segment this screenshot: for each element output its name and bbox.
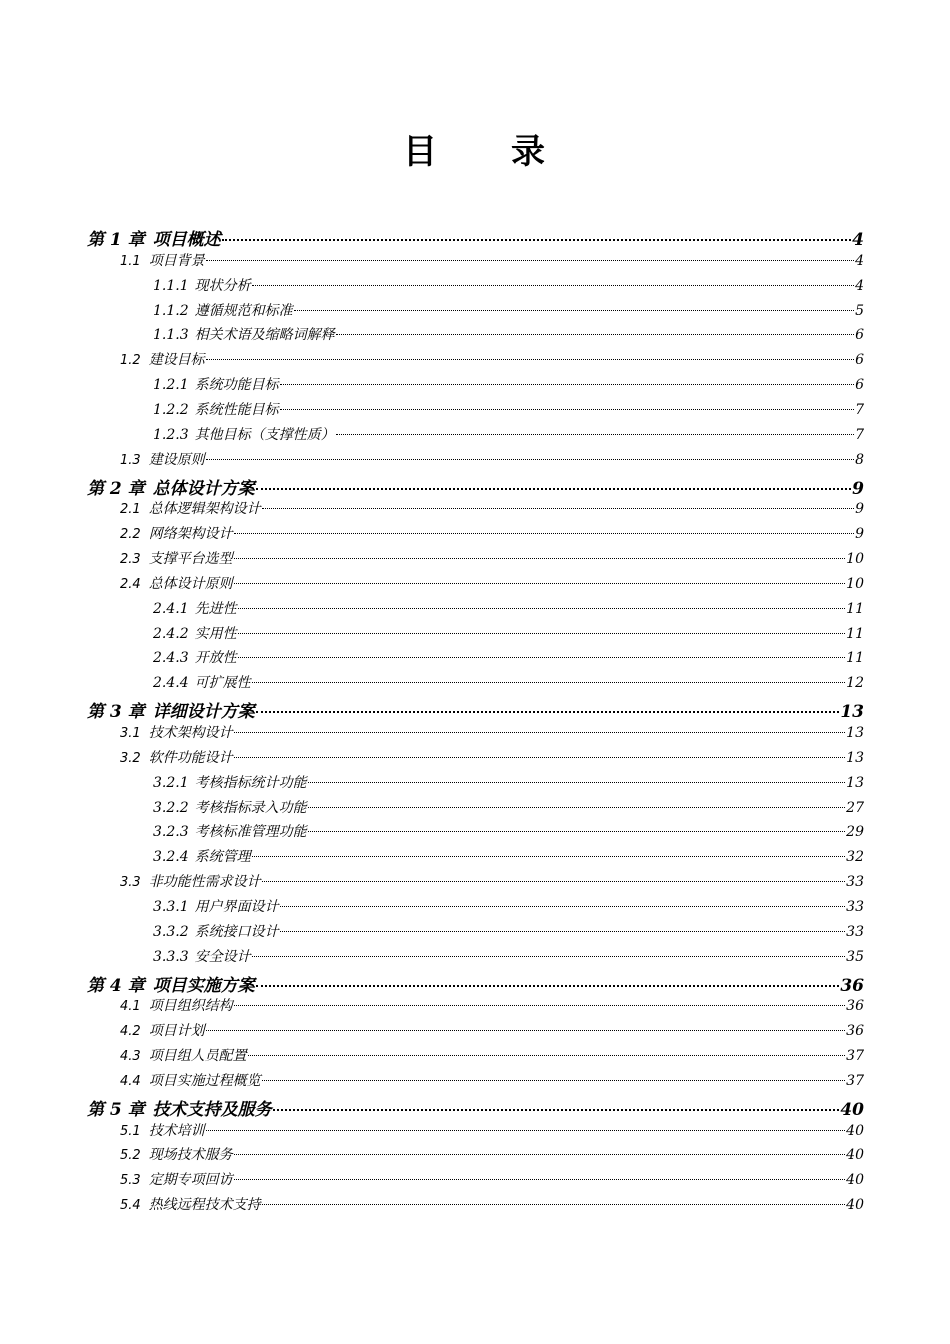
toc-entry[interactable] — [153, 598, 864, 620]
toc-entry-title: 支撑平台选型 — [148, 551, 233, 568]
dot-leader — [273, 1109, 840, 1111]
toc-entry-label — [153, 772, 307, 792]
toc-entry[interactable] — [120, 1194, 864, 1216]
toc-entry-page-number: 12 — [846, 675, 864, 692]
toc-entry-title: 总体逻辑架构设计 — [148, 501, 261, 518]
toc-entry-page-number: 9 — [855, 526, 864, 543]
toc-entry-number: 1.1 — [120, 253, 141, 269]
toc-entry-page-number: 6 — [855, 377, 864, 394]
toc-entry-title: 现场技术服务 — [148, 1147, 233, 1164]
toc-entry-title: 先进性 — [194, 600, 237, 617]
toc-entry-label — [153, 797, 307, 817]
toc-entry-number: 5.2 — [120, 1148, 141, 1164]
toc-entry-page-number: 40 — [846, 1147, 864, 1164]
toc-entry-title: 相关术语及缩略词解释 — [194, 327, 335, 344]
toc-entry-title: 项目实施方案 — [152, 975, 255, 996]
toc-entry[interactable] — [87, 225, 864, 249]
toc-entry-number: 2.1 — [120, 502, 141, 518]
toc-entry[interactable] — [120, 1045, 864, 1067]
toc-entry[interactable] — [153, 374, 864, 396]
toc-entry-page-number: 40 — [846, 1122, 864, 1139]
toc-entry-number: 2.4.4 — [153, 675, 189, 692]
dot-leader — [222, 239, 851, 241]
dot-leader — [280, 409, 854, 410]
toc-entry-page-number: 10 — [846, 551, 864, 568]
toc-entry-number: 2.4.1 — [153, 600, 189, 617]
toc-entry-title: 系统性能目标 — [194, 401, 279, 418]
toc-entry-number: 1.2 — [120, 353, 141, 369]
dot-leader — [252, 285, 854, 286]
toc-entry-page-number: 37 — [846, 1048, 864, 1065]
toc-entry-number: 2.4.2 — [153, 625, 189, 642]
dot-leader — [280, 384, 854, 385]
toc-entry-number: 1.3 — [120, 452, 141, 468]
toc-entry-page-number: 27 — [846, 799, 864, 816]
toc-entry[interactable] — [153, 921, 864, 943]
toc-entry-label — [153, 374, 279, 394]
toc-entry-label — [120, 1070, 261, 1090]
toc-entry-page-number: 6 — [855, 327, 864, 344]
toc-entry-title: 可扩展性 — [194, 675, 251, 692]
dot-leader — [308, 807, 846, 808]
toc-entry-title: 非功能性需求设计 — [148, 874, 261, 891]
dot-leader — [206, 1130, 845, 1131]
toc-entry-number: 3.2.3 — [153, 824, 189, 841]
toc-entry[interactable] — [120, 871, 864, 893]
toc-entry-title: 建设原则 — [148, 451, 205, 468]
toc-entry[interactable] — [153, 399, 864, 421]
toc-entry[interactable] — [120, 573, 864, 595]
toc-entry-label — [153, 424, 335, 444]
toc-entry-number: 3.3.1 — [153, 898, 189, 915]
toc-entry-title: 定期专项回访 — [148, 1172, 233, 1189]
toc-entry-title: 详细设计方案 — [152, 702, 255, 723]
toc-entry-number: 1.1.1 — [153, 277, 189, 294]
dot-leader — [234, 1154, 845, 1155]
dot-leader — [234, 757, 845, 758]
toc-entry-label — [120, 548, 233, 568]
dot-leader — [248, 1055, 845, 1056]
toc-entry-number: 5.4 — [120, 1198, 141, 1214]
toc-entry[interactable] — [153, 772, 864, 794]
toc-entry-label — [153, 946, 251, 966]
toc-entry-page-number: 13 — [846, 774, 864, 791]
toc-entry[interactable] — [153, 821, 864, 843]
toc-entry-number: 3.2 — [120, 750, 141, 766]
toc-entry-label — [153, 275, 251, 295]
dot-leader — [238, 633, 846, 634]
toc-entry-title: 技术支持及服务 — [152, 1099, 272, 1120]
dot-leader — [336, 334, 854, 335]
toc-entry-label — [153, 647, 237, 667]
toc-entry-page-number: 8 — [855, 451, 864, 468]
dot-leader — [262, 508, 854, 509]
toc-entry-title: 其他目标（支撑性质） — [194, 426, 335, 443]
toc-entry-label — [120, 1120, 205, 1140]
toc-entry-page-number: 6 — [855, 352, 864, 369]
toc-entry-title: 实用性 — [194, 625, 237, 642]
toc-entry[interactable] — [87, 697, 864, 721]
toc-entry-page-number: 35 — [846, 948, 864, 965]
toc-entry-page-number: 7 — [855, 426, 864, 443]
toc-entry[interactable] — [87, 1095, 864, 1119]
toc-entry-number: 第 5 章 — [87, 1099, 145, 1120]
toc-entry-page-number: 36 — [846, 998, 864, 1015]
toc-entry-label — [120, 1144, 233, 1164]
dot-leader — [336, 434, 854, 435]
toc-entry-label — [153, 399, 279, 419]
toc-entry-page-number: 32 — [846, 849, 864, 866]
toc-entry-number: 3.3 — [120, 875, 141, 891]
toc-entry-label — [120, 250, 205, 270]
toc-entry[interactable] — [153, 647, 864, 669]
toc-entry-number: 1.1.2 — [153, 302, 189, 319]
toc-entry-page-number: 4 — [852, 230, 864, 250]
toc-entry[interactable] — [120, 1169, 864, 1191]
toc-entry-title: 考核标准管理功能 — [194, 824, 307, 841]
dot-leader — [234, 1179, 845, 1180]
toc-entry-number: 2.4.3 — [153, 650, 189, 667]
toc-entry-page-number: 36 — [840, 975, 864, 996]
toc-entry-number: 第 2 章 — [87, 478, 145, 499]
dot-leader — [262, 1080, 845, 1081]
toc-entry-number: 3.2.1 — [153, 774, 189, 791]
dot-leader — [262, 1204, 845, 1205]
toc-entry-label — [120, 1194, 261, 1214]
dot-leader — [280, 931, 846, 932]
toc-entry[interactable] — [120, 548, 864, 570]
toc-entry-title: 用户界面设计 — [194, 898, 279, 915]
dot-leader — [238, 608, 846, 609]
toc-entry-number: 3.3.3 — [153, 948, 189, 965]
toc-entry[interactable] — [120, 498, 864, 520]
toc-entry-label — [120, 722, 233, 742]
toc-entry-label — [120, 349, 205, 369]
toc-entry-page-number: 13 — [840, 702, 864, 723]
toc-entry-title: 系统接口设计 — [194, 923, 279, 940]
toc-entry-title: 系统功能目标 — [194, 377, 279, 394]
toc-entry[interactable] — [153, 623, 864, 645]
toc-entry[interactable] — [120, 349, 864, 371]
dot-leader — [308, 782, 846, 783]
toc-entry-title: 项目组织结构 — [148, 998, 233, 1015]
toc-entry-label — [87, 971, 255, 996]
toc-entry-number: 5.3 — [120, 1173, 141, 1189]
dot-leader — [280, 906, 846, 907]
toc-entry-label — [120, 1020, 205, 1040]
toc-entry[interactable] — [120, 722, 864, 744]
toc-entry-page-number: 40 — [846, 1197, 864, 1214]
toc-entry-label — [153, 921, 279, 941]
dot-leader — [234, 1005, 845, 1006]
dot-leader — [262, 881, 845, 882]
toc-entry-title: 建设目标 — [148, 352, 205, 369]
dot-leader — [238, 657, 846, 658]
toc-entry[interactable] — [120, 250, 864, 272]
toc-entry-label — [153, 672, 251, 692]
toc-entry[interactable] — [153, 896, 864, 918]
toc-entry[interactable] — [153, 946, 864, 968]
toc-entry[interactable] — [120, 1020, 864, 1042]
toc-entry-title: 总体设计方案 — [152, 478, 255, 499]
toc-entry-page-number: 33 — [846, 874, 864, 891]
toc-entry-label — [87, 474, 255, 499]
dot-leader — [256, 985, 840, 987]
toc-entry-number: 第 4 章 — [87, 975, 145, 996]
toc-entry-label — [153, 846, 251, 866]
toc-entry[interactable] — [153, 672, 864, 694]
toc-entry-page-number: 4 — [855, 252, 864, 269]
toc-entry-page-number: 37 — [846, 1072, 864, 1089]
toc-entry-title: 项目概述 — [152, 230, 221, 250]
dot-leader — [252, 956, 846, 957]
toc-entry-label — [120, 1169, 233, 1189]
toc-entry-title: 开放性 — [194, 650, 237, 667]
toc-entry-page-number: 7 — [855, 401, 864, 418]
toc-entry-label — [153, 598, 237, 618]
toc-entry[interactable] — [153, 275, 864, 297]
dot-leader — [206, 359, 854, 360]
toc-entry-number: 2.3 — [120, 552, 141, 568]
toc-entry-page-number: 10 — [846, 575, 864, 592]
toc-entry-title: 技术培训 — [148, 1122, 205, 1139]
toc-entry-number: 3.3.2 — [153, 923, 189, 940]
toc-entry-number: 2.4 — [120, 576, 141, 592]
page-title: 目 录 — [403, 132, 547, 172]
toc-entry[interactable] — [120, 449, 864, 471]
toc-entry[interactable] — [120, 995, 864, 1017]
toc-entry-label — [87, 697, 255, 722]
toc-entry-title: 热线远程技术支持 — [148, 1197, 261, 1214]
toc-entry-number: 4.2 — [120, 1024, 141, 1040]
toc-entry-label — [87, 225, 221, 250]
toc-entry-number: 1.2.1 — [153, 377, 189, 394]
toc-entry-title: 技术架构设计 — [148, 725, 233, 741]
toc-entry-page-number: 11 — [846, 625, 864, 642]
toc-entry[interactable] — [120, 1070, 864, 1092]
toc-entry-page-number: 33 — [846, 923, 864, 940]
toc-entry-number: 4.4 — [120, 1073, 141, 1089]
toc-entry-label — [120, 995, 233, 1015]
dot-leader — [234, 583, 845, 584]
toc-entry[interactable] — [87, 971, 864, 995]
toc-entry-title: 考核指标统计功能 — [194, 774, 307, 791]
toc-entry-title: 总体设计原则 — [148, 575, 233, 592]
toc-entry-title: 项目实施过程概览 — [148, 1072, 261, 1089]
dot-leader — [234, 533, 854, 534]
toc-entry-number: 3.2.2 — [153, 799, 189, 816]
toc-entry-page-number: 13 — [846, 749, 864, 766]
toc-entry[interactable] — [153, 300, 864, 322]
toc-entry-number: 4.3 — [120, 1049, 141, 1065]
toc-entry-page-number: 33 — [846, 898, 864, 915]
dot-leader — [252, 856, 846, 857]
toc-entry-label — [120, 449, 205, 469]
toc-entry-title: 现状分析 — [194, 277, 251, 294]
toc-entry-page-number: 40 — [840, 1099, 864, 1120]
toc-entry-label — [153, 324, 335, 344]
toc-entry-title: 网络架构设计 — [148, 526, 233, 543]
toc-entry-number: 1.2.3 — [153, 426, 189, 443]
toc-entry-page-number: 29 — [846, 824, 864, 841]
toc-entry-number: 2.2 — [120, 527, 141, 543]
toc-entry-label — [153, 623, 237, 643]
toc-entry-number: 1.1.3 — [153, 327, 189, 344]
toc-entry-page-number: 9 — [855, 501, 864, 518]
toc-entry[interactable] — [153, 324, 864, 346]
toc-entry[interactable] — [120, 523, 864, 545]
dot-leader — [206, 459, 854, 460]
toc-entry-page-number: 9 — [852, 478, 864, 499]
toc-entry[interactable] — [120, 747, 864, 769]
toc-entry[interactable] — [153, 846, 864, 868]
toc-entry-title: 项目计划 — [148, 1023, 205, 1040]
toc-entry-label — [120, 573, 233, 593]
toc-entry-number: 3.1 — [120, 726, 141, 741]
toc-entry-title: 项目背景 — [148, 252, 205, 269]
toc-entry[interactable] — [153, 797, 864, 819]
toc-entry-label — [120, 871, 261, 891]
toc-entry-page-number: 11 — [846, 650, 864, 667]
dot-leader — [256, 488, 851, 490]
dot-leader — [252, 682, 846, 683]
dot-leader — [206, 1030, 845, 1031]
toc-entry-title: 考核指标录入功能 — [194, 799, 307, 816]
toc-entry-label — [153, 300, 293, 320]
toc-entry-title: 软件功能设计 — [148, 749, 233, 766]
toc-entry-page-number: 40 — [846, 1172, 864, 1189]
dot-leader — [206, 260, 854, 261]
toc-entry-number: 第 1 章 — [87, 230, 145, 250]
toc-entry-label — [153, 896, 279, 916]
toc-entry-label — [120, 747, 233, 767]
toc-entry-label — [87, 1095, 272, 1120]
dot-leader — [234, 732, 845, 733]
toc-entry[interactable] — [87, 474, 864, 498]
toc-entry-number: 4.1 — [120, 999, 141, 1015]
toc-entry[interactable] — [153, 424, 864, 446]
toc-entry-label — [120, 523, 233, 543]
toc-entry-number: 1.2.2 — [153, 401, 189, 418]
toc-entry-page-number: 36 — [846, 1023, 864, 1040]
toc-entry[interactable] — [120, 1144, 864, 1166]
toc-entry-page-number: 13 — [846, 725, 864, 741]
toc-entry-number: 5.1 — [120, 1123, 141, 1139]
toc-entry-label — [120, 1045, 247, 1065]
toc-entry-label — [120, 498, 261, 518]
toc-entry-label — [153, 821, 307, 841]
dot-leader — [308, 831, 846, 832]
toc-entry-title: 遵循规范和标准 — [194, 302, 293, 319]
toc-entry-title: 项目组人员配置 — [148, 1048, 247, 1065]
toc-entry[interactable] — [120, 1120, 864, 1142]
dot-leader — [256, 711, 840, 713]
toc-entry-page-number: 5 — [855, 302, 864, 319]
dot-leader — [294, 310, 854, 311]
toc-entry-title: 系统管理 — [194, 849, 251, 866]
toc-entry-number: 第 3 章 — [87, 702, 145, 723]
toc-entry-title: 安全设计 — [194, 948, 251, 965]
toc-entry-page-number: 11 — [846, 600, 864, 617]
toc-entry-page-number: 4 — [855, 277, 864, 294]
toc-entry-number: 3.2.4 — [153, 849, 189, 866]
dot-leader — [234, 558, 845, 559]
